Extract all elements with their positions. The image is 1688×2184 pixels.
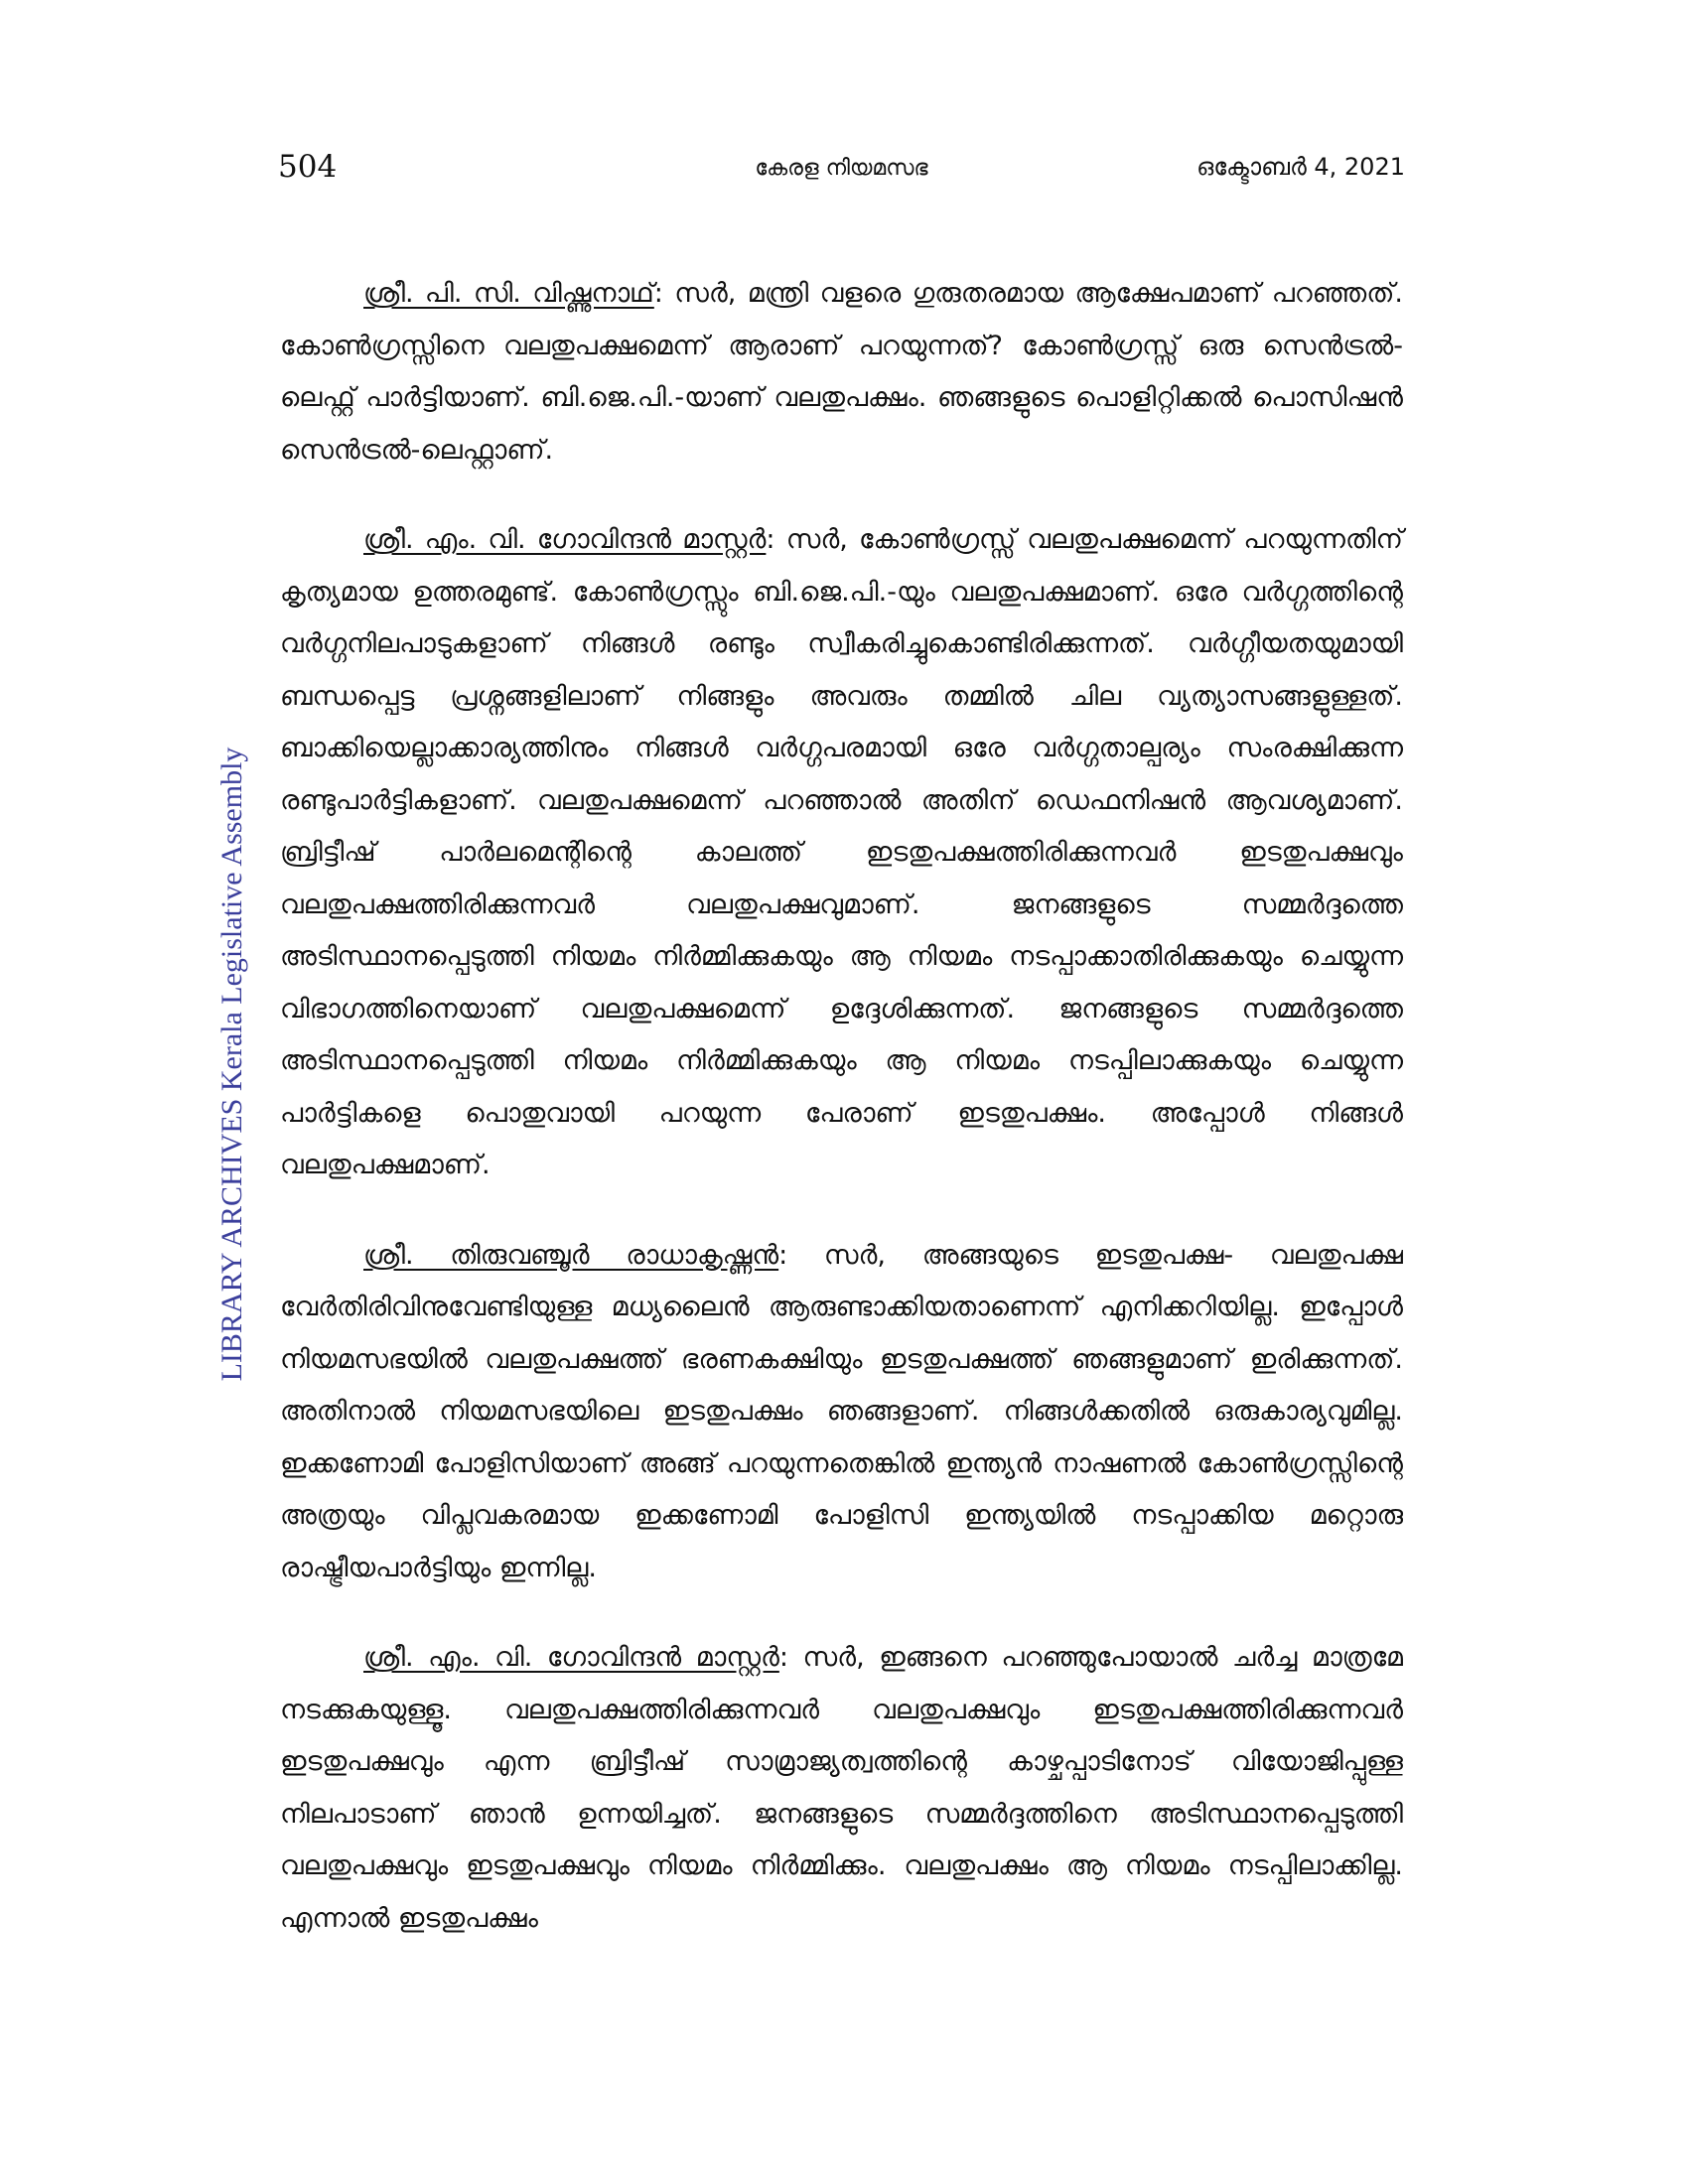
header-date: ഒക്ടോബർ 4, 2021 bbox=[1196, 153, 1405, 181]
speech-paragraph bbox=[280, 514, 1403, 1192]
speech-text: : സർ, അങ്ങയുടെ ഇടതുപക്ഷ- വലതുപക്ഷ വേർതിരിവിനുവേണ്ടിയുള്ള മധ്യലൈൻ ആരുണ്ടാക്കിയതാണെന്ന് എനിക്കറിയില്ല. ഇപ്പോൾ നിയമസഭയിൽ വലതുപക്ഷത്ത് ഭരണകക്ഷിയും ഇടതുപക്ഷത്ത് ഞങ്ങളുമാണ് ഇരിക്കുന്നത്. അതിനാൽ നിയമസഭയിലെ ഇടതുപക്ഷം ഞങ്ങളാണ്. നിങ്ങൾക്കതിൽ ഒരുകാര്യവുമില്ല. ഇക്കണോമി പോളിസിയാണ് അങ്ങ് പറയുന്നതെങ്കിൽ ഇന്ത്യൻ നാഷണൽ കോൺഗ്രസ്സിന്റെ അത്രയും വിപ്ലവകരമായ ഇക്കണോമി പോളിസി ഇന്ത്യയിൽ നടപ്പാക്കിയ മറ്റൊരു രാഷ്ട്രീയപാർട്ടിയും ഇന്നില്ല. bbox=[280, 1239, 1403, 1583]
speaker-name: ശ്രീ. എം. വി. ഗോവിന്ദൻ മാസ്റ്റർ bbox=[363, 524, 767, 555]
watermark-text: LIBRARY ARCHIVES Kerala Legislative Assembly bbox=[215, 747, 248, 1382]
speech-paragraph bbox=[280, 1632, 1403, 1945]
speaker-name: ശ്രീ. എം. വി. ഗോവിന്ദൻ മാസ്റ്റർ bbox=[363, 1642, 779, 1673]
speech-paragraph bbox=[280, 268, 1403, 477]
running-title: കേരള നിയമസഭ bbox=[755, 156, 928, 181]
speaker-name: ശ്രീ. പി. സി. വിഷ്ണുനാഥ് bbox=[363, 278, 654, 309]
speech-text: : സർ, കോൺഗ്രസ്സ് വലതുപക്ഷമെന്ന് പറയുന്നതിന് കൃത്യമായ ഉത്തരമുണ്ട്. കോൺഗ്രസ്സും ബി.ജെ.പി.-യും വലതുപക്ഷമാണ്. ഒരേ വർഗ്ഗത്തിന്റെ വർഗ്ഗനിലപാടുകളാണ് നിങ്ങൾ രണ്ടും സ്വീകരിച്ചുകൊണ്ടിരിക്കുന്നത്. വർഗ്ഗീയതയുമായി ബന്ധപ്പെട്ട പ്രശ്നങ്ങളിലാണ് നിങ്ങളും അവരും തമ്മിൽ ചില വ്യത്യാസങ്ങളുള്ളത്. ബാക്കിയെല്ലാക്കാര്യത്തിനും നിങ്ങൾ വർഗ്ഗപരമായി ഒരേ വർഗ്ഗതാല്പര്യം സംരക്ഷിക്കുന്ന രണ്ടുപാർട്ടികളാണ്. വലതുപക്ഷമെന്ന് പറഞ്ഞാൽ അതിന് ഡെഫനിഷൻ ആവശ്യമാണ്. ബ്രിട്ടീഷ് പാർലമെന്റിന്റെ കാലത്ത് ഇടതുപക്ഷത്തിരിക്കുന്നവർ ഇടതുപക്ഷവും വലതുപക്ഷത്തിരിക്കുന്നവർ വലതുപക്ഷവുമാണ്. ജനങ്ങളുടെ സമ്മർദ്ദത്തെ അടിസ്ഥാനപ്പെടുത്തി നിയമം നിർമ്മിക്കുകയും ആ നിയമം നടപ്പാക്കാതിരിക്കുകയും ചെയ്യുന്ന വിഭാഗത്തിനെയാണ് വലതുപക്ഷമെന്ന് ഉദ്ദേശിക്കുന്നത്. ജനങ്ങളുടെ സമ്മർദ്ദത്തെ അടിസ്ഥാനപ്പെടുത്തി നിയമം നിർമ്മിക്കുകയും ആ നിയമം നടപ്പിലാക്കുകയും ചെയ്യുന്ന പാർട്ടികളെ പൊതുവായി പറയുന്ന പേരാണ് ഇടതുപക്ഷം. അപ്പോൾ നിങ്ങൾ വലതുപക്ഷമാണ്. bbox=[280, 524, 1403, 1180]
speaker-name: ശ്രീ. തിരുവഞ്ചൂർ രാധാകൃഷ്ണൻ bbox=[363, 1239, 779, 1271]
page-header bbox=[278, 149, 1405, 199]
speech-paragraph bbox=[280, 1230, 1403, 1595]
speech-text: : സർ, ഇങ്ങനെ പറഞ്ഞുപോയാൽ ചർച്ച മാത്രമേ നടക്കുകയുള്ളൂ. വലതുപക്ഷത്തിരിക്കുന്നവർ വലതുപക്ഷവും ഇടതുപക്ഷത്തിരിക്കുന്നവർ ഇടതുപക്ഷവും എന്ന ബ്രിട്ടീഷ് സാമ്രാജ്യത്വത്തിന്റെ കാഴ്ചപ്പാടിനോട് വിയോജിപ്പുള്ള നിലപാടാണ് ഞാൻ ഉന്നയിച്ചത്. ജനങ്ങളുടെ സമ്മർദ്ദത്തിനെ അടിസ്ഥാനപ്പെടുത്തി വലതുപക്ഷവും ഇടതുപക്ഷവും നിയമം നിർമ്മിക്കും. വലതുപക്ഷം ആ നിയമം നടപ്പിലാക്കില്ല. എന്നാൽ ഇടതുപക്ഷം bbox=[280, 1642, 1403, 1934]
proceedings-body bbox=[280, 268, 1403, 1982]
page-number: 504 bbox=[278, 149, 338, 185]
speech-text: : സർ, മന്ത്രി വളരെ ഗുരുതരമായ ആക്ഷേപമാണ് പറഞ്ഞത്. കോൺഗ്രസ്സിനെ വലതുപക്ഷമെന്ന് ആരാണ് പറയുന്നത്? കോൺഗ്രസ്സ് ഒരു സെൻട്രൽ-ലെഫ്റ്റ് പാർട്ടിയാണ്. ബി.ജെ.പി.-യാണ് വലതുപക്ഷം. ഞങ്ങളുടെ പൊളിറ്റിക്കൽ പൊസിഷൻ സെൻട്രൽ-ലെഫ്റ്റാണ്. bbox=[280, 278, 1403, 466]
